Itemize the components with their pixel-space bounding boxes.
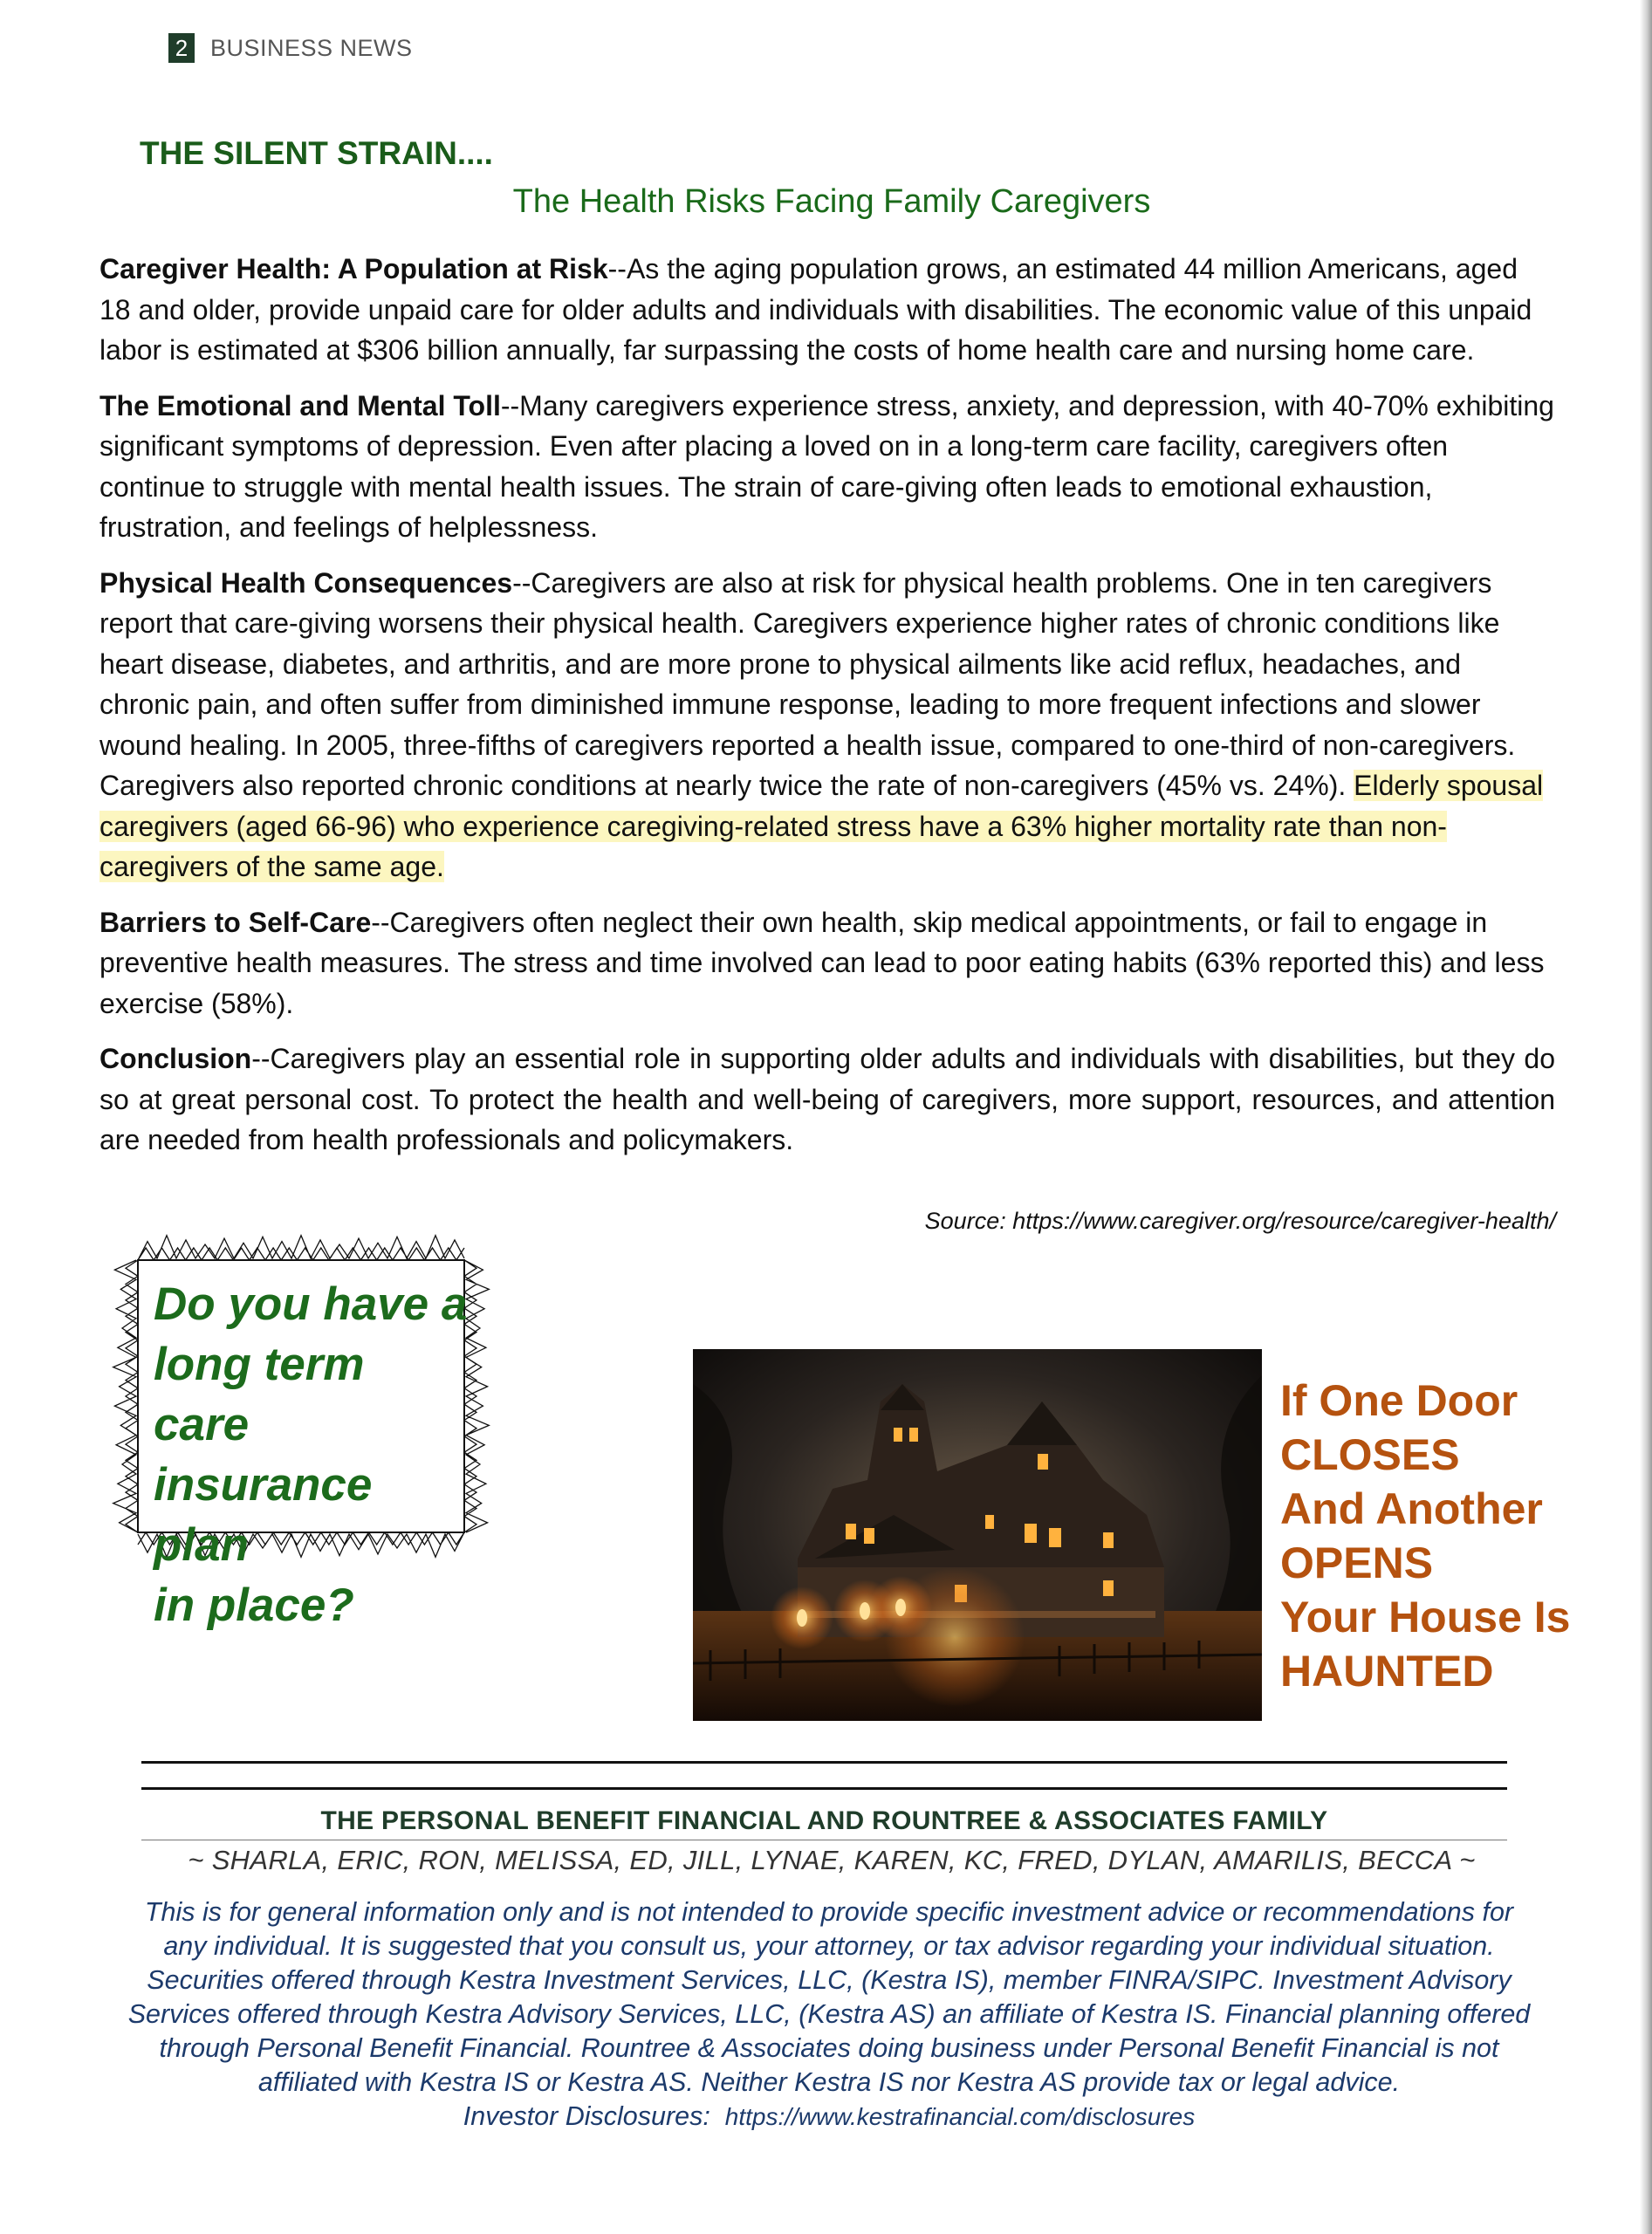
paragraph-barriers xyxy=(99,902,1555,1024)
team-names: ~ SHARLA, ERIC, RON, MELISSA, ED, JILL, LYNAE, KAREN, KC, FRED, DYLAN, AMARILIS, BECCA ~ xyxy=(188,1845,1476,1875)
article-source: Source: https://www.caregiver.org/resource/caregiver-health/ xyxy=(924,1208,1556,1234)
investor-link[interactable]: https://www.kestrafinancial.com/disclosures xyxy=(724,2103,1196,2130)
paragraph-text: --Caregivers play an essential role in supporting older adults and individuals with disabilities, but they do so at great personal cost. To protect the health and well-being of caregivers, more support, resources, and attention are needed from health professionals and policymakers. xyxy=(99,1043,1555,1155)
ltc-callout-text xyxy=(154,1274,468,1635)
paragraph-text: --Caregivers are also at risk for physical health problems. One in ten caregivers report that care-giving worsens their physical health. Caregivers experience higher rates of chronic conditions like heart disease, diabetes, and arthritis, and are more prone to physical ailments like acid reflux, headaches, and chronic pain, and often suffer from diminished immune response, leading to more frequent infections and slower wound healing. In 2005, three-fifths of caregivers reported a health issue, compared to one-third of non-caregivers. Caregivers also reported chronic conditions at nearly twice the rate of non-caregivers (45% vs. 24%). xyxy=(99,566,1516,801)
paragraph-heading: Barriers to Self-Care xyxy=(99,906,372,938)
family-heading: THE PERSONAL BENEFIT FINANCIAL AND ROUNTREE & ASSOCIATES FAMILY xyxy=(320,1806,1328,1835)
divider-bottom xyxy=(141,1787,1507,1790)
disclaimer-line: through Personal Benefit Financial. Rountree & Associates doing business under Personal Benefit Financial is not xyxy=(159,2033,1499,2063)
callout-line: insurance plan xyxy=(154,1459,373,1571)
paragraph-caregiver-health xyxy=(99,249,1555,371)
caption-line: Your House Is xyxy=(1280,1593,1571,1641)
paragraph-text: --Caregivers often neglect their own health, skip medical appointments, or fail to engage in preventive health measures. The stress and time involved can lead to poor eating habits (63% reported this) and less exercise (58%). xyxy=(99,906,1545,1019)
highlighted-text: Elderly spousal caregivers (aged 66-96) who experience caregiving-related stress have a 63% higher mortality rate than non-caregivers of the same age. xyxy=(99,770,1544,882)
disclaimer-line: Securities offered through Kestra Investment Services, LLC, (Kestra IS), member FINRA/SIPC. Investment Advisory xyxy=(147,1965,1511,1995)
paragraph-text: --As the aging population grows, an estimated 44 million Americans, aged 18 and older, provide unpaid care for older adults and individuals with disabilities. The economic value of this unpaid labor is estimated at $306 billion annually, far surpassing the costs of home health care and nursing home care. xyxy=(99,253,1532,366)
investor-label: Investor Disclosures: xyxy=(463,2101,710,2131)
callout-line: long term care xyxy=(154,1339,365,1450)
caption-line: OPENS xyxy=(1280,1538,1434,1587)
legal-disclaimer xyxy=(122,1895,1536,2134)
paragraph-heading: Physical Health Consequences xyxy=(99,566,513,599)
paragraph-heading: Conclusion xyxy=(99,1043,252,1074)
paragraph-physical-health xyxy=(99,563,1555,887)
paragraph-conclusion xyxy=(99,1038,1555,1161)
paragraph-emotional-toll xyxy=(99,386,1555,548)
caption-line: HAUNTED xyxy=(1280,1647,1494,1696)
haunted-house-image xyxy=(693,1349,1262,1721)
paragraph-text: --Many caregivers experience stress, anxiety, and depression, with 40-70% exhibiting significant symptoms of depression. Even after placing a loved on in a long-term care facility, caregivers often continue to struggle with mental health issues. The strain of care-giving often leads to emotional exhaustion, frustration, and feelings of helplessness. xyxy=(99,389,1554,543)
article-title: THE SILENT STRAIN.... xyxy=(140,135,493,171)
disclaimer-line: affiliated with Kestra IS or Kestra AS. Neither Kestra IS nor Kestra AS provide tax or legal advice. xyxy=(257,2067,1401,2097)
disclaimer-line: This is for general information only and is not intended to provide specific investment advice or recommendations for xyxy=(144,1897,1514,1927)
caption-line: And Another xyxy=(1280,1484,1543,1533)
investor-disclosures xyxy=(122,2100,1536,2134)
ltc-callout-box xyxy=(99,1222,503,1631)
article-subtitle: The Health Risks Facing Family Caregivers xyxy=(512,183,1151,220)
disclaimer-line: Services offered through Kestra Advisory Services, LLC, (Kestra AS) an affiliate of Kestra IS. Financial planning offered xyxy=(127,1999,1531,2029)
haunted-caption xyxy=(1280,1374,1570,1698)
section-label: BUSINESS NEWS xyxy=(210,34,413,61)
paragraph-heading: The Emotional and Mental Toll xyxy=(99,389,501,421)
callout-line: in place? xyxy=(154,1580,354,1631)
divider-top xyxy=(141,1761,1507,1764)
callout-line: Do you have a xyxy=(154,1278,468,1330)
disclaimer-line: any individual. It is suggested that you consult us, your attorney, or tax advisor regarding your individual situation. xyxy=(163,1931,1495,1961)
paragraph-heading: Caregiver Health: A Population at Risk xyxy=(99,253,608,284)
page-edge-shadow xyxy=(1640,0,1652,2234)
article-body xyxy=(99,249,1555,1175)
page-header xyxy=(168,33,413,63)
caption-line: If One Door xyxy=(1280,1376,1518,1425)
page-number: 2 xyxy=(168,33,195,63)
caption-line: CLOSES xyxy=(1280,1430,1460,1479)
